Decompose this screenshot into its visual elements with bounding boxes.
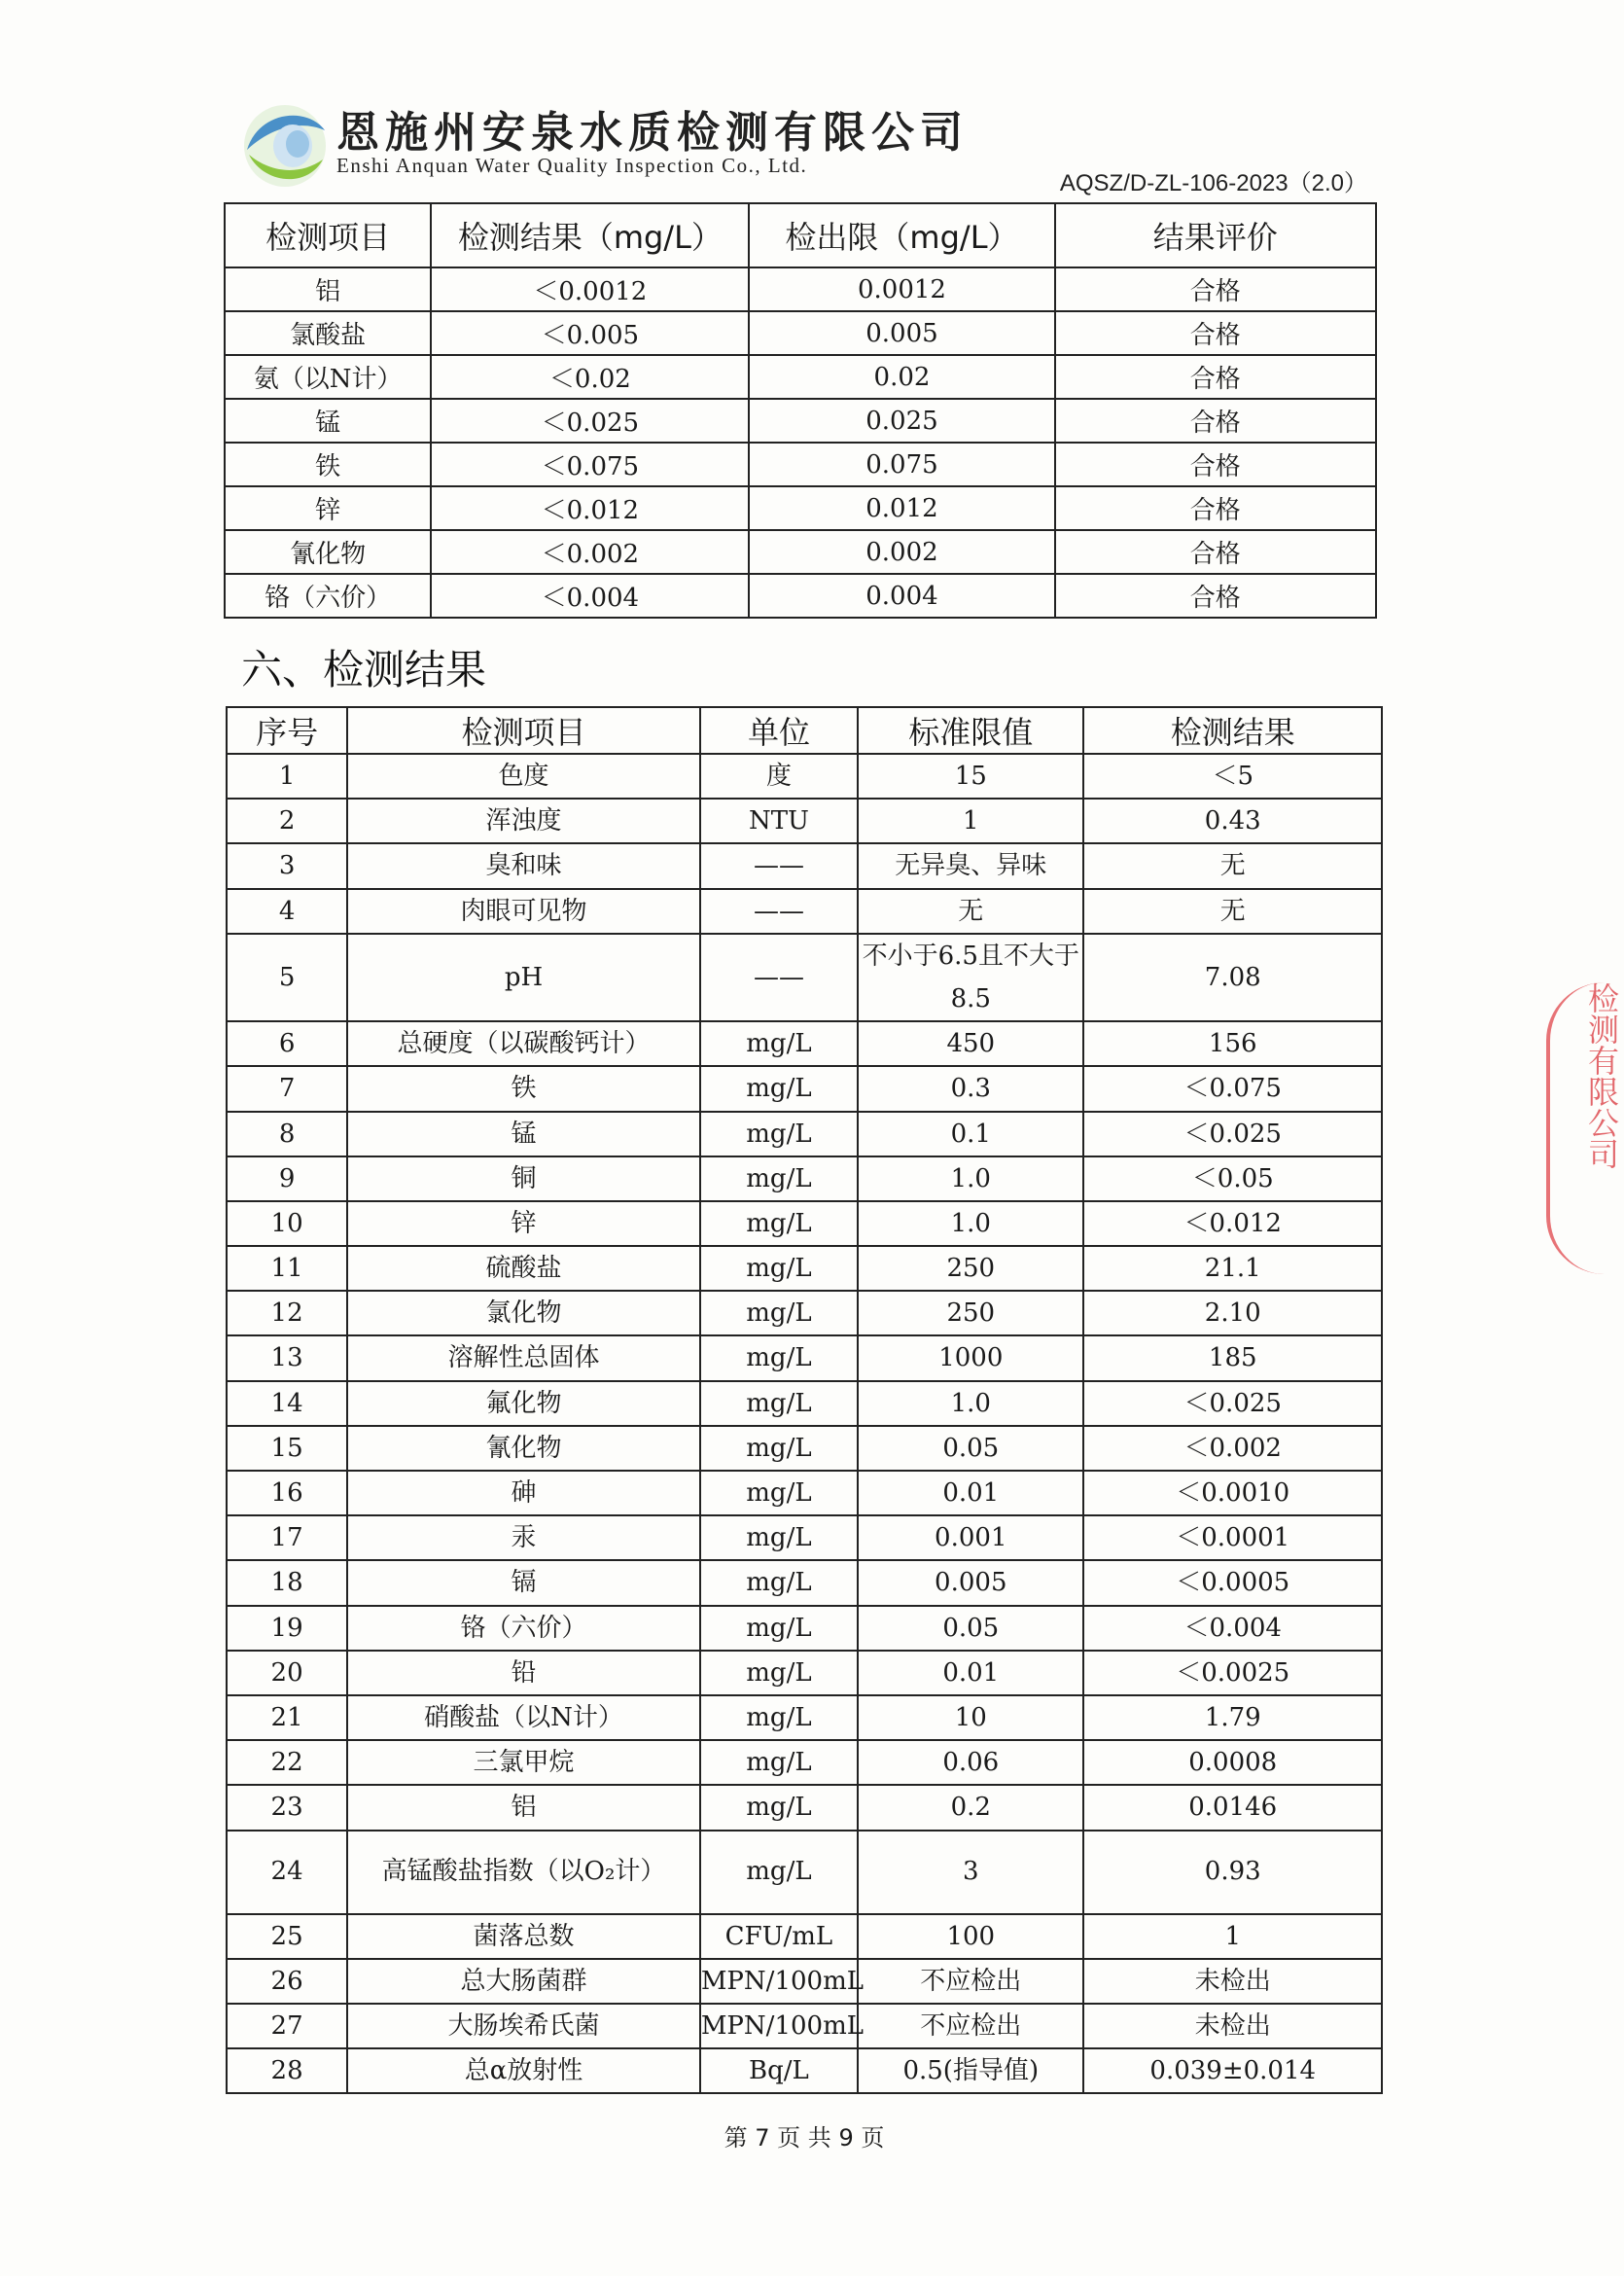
table-cell: 合格 [1055,399,1377,443]
table-row [227,1651,1382,1695]
table-cell: 19 [227,1606,347,1651]
table-cell: 铝 [347,1785,700,1830]
table-header-row [225,203,1376,267]
table-cell: 18 [227,1560,347,1605]
results-table-body [227,754,1382,2093]
table-cell: Bq/L [700,2048,858,2093]
table-cell: ＜5 [1083,754,1382,799]
table-cell: 合格 [1055,267,1377,311]
table-cell: 250 [858,1246,1083,1291]
table-cell: mg/L [700,1471,858,1515]
table-cell: 硫酸盐 [347,1246,700,1291]
table-cell: CFU/mL [700,1914,858,1959]
table-cell: 合格 [1055,443,1377,486]
table-cell: 锌 [225,486,431,530]
table-cell: 12 [227,1291,347,1335]
column-header: 检测结果（mg/L） [431,203,749,267]
table-row [227,1831,1382,1914]
table-cell: 硝酸盐（以N计） [347,1695,700,1740]
table-row [227,1381,1382,1426]
table-cell: 0.002 [749,530,1054,574]
table-cell: 24 [227,1831,347,1914]
table-cell: ＜0.0010 [1083,1471,1382,1515]
table-cell: 6 [227,1021,347,1066]
table-cell: 0.025 [749,399,1054,443]
table-cell: 0.005 [749,311,1054,355]
document-code: AQSZ/D-ZL-106-2023（2.0） [1059,170,1367,196]
table-cell: 0.06 [858,1740,1083,1785]
table-cell: 0.01 [858,1651,1083,1695]
table-row [227,1515,1382,1560]
table-cell: 铬（六价） [225,574,431,618]
table-cell: 铬（六价） [347,1606,700,1651]
table-cell: 铁 [225,443,431,486]
table-cell: 锌 [347,1201,700,1246]
results-table [226,706,1383,2094]
table-cell: mg/L [700,1381,858,1426]
table-cell: mg/L [700,1156,858,1201]
table-cell: 合格 [1055,486,1377,530]
table-cell: 氟化物 [347,1381,700,1426]
table-cell: 氰化物 [225,530,431,574]
table-cell: 15 [227,1426,347,1471]
table-cell: mg/L [700,1785,858,1830]
table-cell: mg/L [700,1291,858,1335]
table-cell: 0.3 [858,1066,1083,1111]
table-cell: ＜0.075 [1083,1066,1382,1111]
table-cell: 21 [227,1695,347,1740]
table-cell: 大肠埃希氏菌 [347,2004,700,2048]
table-cell: 156 [1083,1021,1382,1066]
table-cell: 0.2 [858,1785,1083,1830]
table-cell: 26 [227,1959,347,2004]
table-cell: 3 [227,843,347,888]
table-cell: 17 [227,1515,347,1560]
table-cell: 450 [858,1021,1083,1066]
table-cell: 1000 [858,1335,1083,1380]
table-cell: 8 [227,1112,347,1156]
table-cell: mg/L [700,1695,858,1740]
table-cell: 1.79 [1083,1695,1382,1740]
table-row [227,843,1382,888]
column-header: 检出限（mg/L） [749,203,1054,267]
table-cell: 铅 [347,1651,700,1695]
table-cell: mg/L [700,1201,858,1246]
table-row [227,1560,1382,1605]
table-cell: 不应检出 [858,1959,1083,2004]
table-cell: 0.02 [749,355,1054,399]
table-row [227,1201,1382,1246]
column-header: 序号 [227,707,347,754]
table-row [227,1246,1382,1291]
table-cell: 无 [1083,889,1382,934]
table-cell: ＜0.02 [431,355,749,399]
table-cell: 0.5(指导值) [858,2048,1083,2093]
table-cell: ＜0.002 [1083,1426,1382,1471]
table-row [227,1021,1382,1066]
table-cell: 25 [227,1914,347,1959]
table-cell: ＜0.012 [1083,1201,1382,1246]
table-cell: 不应检出 [858,2004,1083,2048]
table-cell: ＜0.05 [1083,1156,1382,1201]
table-cell: 7 [227,1066,347,1111]
table-cell: 总α放射性 [347,2048,700,2093]
table-cell: MPN/100mL [700,2004,858,2048]
table-cell: ＜0.004 [1083,1606,1382,1651]
table-cell: ＜0.002 [431,530,749,574]
table-cell: 0.01 [858,1471,1083,1515]
table-cell: 0.0012 [749,267,1054,311]
table-row [227,1335,1382,1380]
table-cell: 总硬度（以碳酸钙计） [347,1021,700,1066]
table-cell: 23 [227,1785,347,1830]
table-cell: ＜0.004 [431,574,749,618]
table-row [227,799,1382,843]
table-cell: 4 [227,889,347,934]
table-cell: 1.0 [858,1201,1083,1246]
table-cell: ＜0.075 [431,443,749,486]
table-cell: 镉 [347,1560,700,1605]
table-cell: 1 [1083,1914,1382,1959]
table-cell: 度 [700,754,858,799]
table-row [227,1959,1382,2004]
table-cell: 2.10 [1083,1291,1382,1335]
table-row [225,267,1376,311]
table-cell: 0.005 [858,1560,1083,1605]
company-name-english: Enshi Anquan Water Quality Inspection Co., Ltd. [336,154,808,177]
table-cell: 合格 [1055,574,1377,618]
table-cell: 未检出 [1083,1959,1382,2004]
table-cell: mg/L [700,1426,858,1471]
table-cell: mg/L [700,1740,858,1785]
table-row [225,399,1376,443]
table-cell: 0.012 [749,486,1054,530]
table-cell: 肉眼可见物 [347,889,700,934]
table-cell: 1 [858,799,1083,843]
column-header: 单位 [700,707,858,754]
table-cell: 0.0008 [1083,1740,1382,1785]
table-row [227,1695,1382,1740]
table-cell: 16 [227,1471,347,1515]
table-cell: MPN/100mL [700,1959,858,2004]
detection-limit-table [224,202,1377,619]
table-cell: mg/L [700,1651,858,1695]
table-cell: ＜0.0012 [431,267,749,311]
table-cell: 21.1 [1083,1246,1382,1291]
table-cell: 5 [227,934,347,1021]
table-cell: 10 [858,1695,1083,1740]
company-name-chinese: 恩施州安泉水质检测有限公司 [336,108,969,158]
table-cell: 铜 [347,1156,700,1201]
table-cell: ＜0.025 [431,399,749,443]
table-cell: ＜0.0001 [1083,1515,1382,1560]
table-cell: mg/L [700,1606,858,1651]
table-cell: ＜0.025 [1083,1381,1382,1426]
table-cell: 27 [227,2004,347,2048]
letterhead [239,97,1367,195]
table-cell: 氨（以N计） [225,355,431,399]
table-cell: 7.08 [1083,934,1382,1021]
table-cell: ＜0.0005 [1083,1560,1382,1605]
column-header: 检测项目 [225,203,431,267]
table-row [227,1066,1382,1111]
table-row [227,1471,1382,1515]
table-cell: 无 [858,889,1083,934]
table-cell: 185 [1083,1335,1382,1380]
table-cell: 250 [858,1291,1083,1335]
table-row [227,2048,1382,2093]
table-cell: 合格 [1055,355,1377,399]
table-cell: ＜0.012 [431,486,749,530]
table-cell: 0.05 [858,1426,1083,1471]
table-cell: 10 [227,1201,347,1246]
table-row [227,1606,1382,1651]
table-cell: 色度 [347,754,700,799]
table-cell: 0.039±0.014 [1083,2048,1382,2093]
table-cell: 0.43 [1083,799,1382,843]
table-cell: mg/L [700,1335,858,1380]
table-cell: mg/L [700,1021,858,1066]
table-row [227,1740,1382,1785]
table-cell: 高锰酸盐指数（以O₂计） [347,1831,700,1914]
table-header-row [227,707,1382,754]
column-header: 结果评价 [1055,203,1377,267]
table-cell: ＜0.025 [1083,1112,1382,1156]
detection-table-body [225,267,1376,618]
table-cell: 1.0 [858,1381,1083,1426]
table-row [227,1914,1382,1959]
table-row [227,1785,1382,1830]
table-cell: mg/L [700,1112,858,1156]
table-cell: mg/L [700,1560,858,1605]
table-cell: 0.1 [858,1112,1083,1156]
column-header: 标准限值 [858,707,1083,754]
table-cell: mg/L [700,1066,858,1111]
table-cell: mg/L [700,1246,858,1291]
table-cell: 合格 [1055,530,1377,574]
official-seal: 检测有限公司 [1546,982,1624,1274]
table-row [225,574,1376,618]
table-cell: 菌落总数 [347,1914,700,1959]
table-cell: NTU [700,799,858,843]
table-cell: 2 [227,799,347,843]
table-cell: 汞 [347,1515,700,1560]
table-cell: 100 [858,1914,1083,1959]
table-cell: ＜0.0025 [1083,1651,1382,1695]
table-cell: 0.004 [749,574,1054,618]
table-cell: 14 [227,1381,347,1426]
column-header: 检测结果 [1083,707,1382,754]
table-cell: 不小于6.5且不大于8.5 [858,934,1083,1021]
table-row [227,1426,1382,1471]
table-cell: 锰 [225,399,431,443]
table-cell: mg/L [700,1515,858,1560]
table-cell: 11 [227,1246,347,1291]
table-cell: —— [700,843,858,888]
table-cell: ＜0.005 [431,311,749,355]
table-row [225,443,1376,486]
table-cell: 1.0 [858,1156,1083,1201]
table-cell: 无异臭、异味 [858,843,1083,888]
table-cell: —— [700,934,858,1021]
table-cell: 未检出 [1083,2004,1382,2048]
table-cell: 浑浊度 [347,799,700,843]
table-cell: 0.001 [858,1515,1083,1560]
table-cell: mg/L [700,1831,858,1914]
table-row [225,355,1376,399]
table-cell: 无 [1083,843,1382,888]
table-cell: 三氯甲烷 [347,1740,700,1785]
table-cell: 13 [227,1335,347,1380]
table-cell: 铝 [225,267,431,311]
table-cell: 氰化物 [347,1426,700,1471]
table-row [227,934,1382,1021]
table-row [227,889,1382,934]
table-cell: 15 [858,754,1083,799]
company-logo-icon [239,101,332,191]
table-row [227,754,1382,799]
table-cell: 砷 [347,1471,700,1515]
table-cell: 20 [227,1651,347,1695]
table-cell: 1 [227,754,347,799]
table-cell: 合格 [1055,311,1377,355]
table-row [225,530,1376,574]
table-cell: 0.05 [858,1606,1083,1651]
column-header: 检测项目 [347,707,700,754]
table-cell: 溶解性总固体 [347,1335,700,1380]
table-cell: 3 [858,1831,1083,1914]
table-cell: 总大肠菌群 [347,1959,700,2004]
table-cell: pH [347,934,700,1021]
table-row [227,2004,1382,2048]
table-cell: 铁 [347,1066,700,1111]
table-cell: 氯酸盐 [225,311,431,355]
table-row [227,1112,1382,1156]
table-row [225,311,1376,355]
table-row [227,1156,1382,1201]
table-cell: 0.93 [1083,1831,1382,1914]
table-cell: 锰 [347,1112,700,1156]
page-number: 第 7 页 共 9 页 [724,2124,885,2152]
table-cell: 氯化物 [347,1291,700,1335]
table-row [225,486,1376,530]
table-cell: 22 [227,1740,347,1785]
table-cell: 28 [227,2048,347,2093]
table-cell: 0.0146 [1083,1785,1382,1830]
table-row [227,1291,1382,1335]
table-cell: 臭和味 [347,843,700,888]
table-cell: 9 [227,1156,347,1201]
table-cell: 0.075 [749,443,1054,486]
table-cell: —— [700,889,858,934]
section-title: 六、检测结果 [241,646,487,693]
